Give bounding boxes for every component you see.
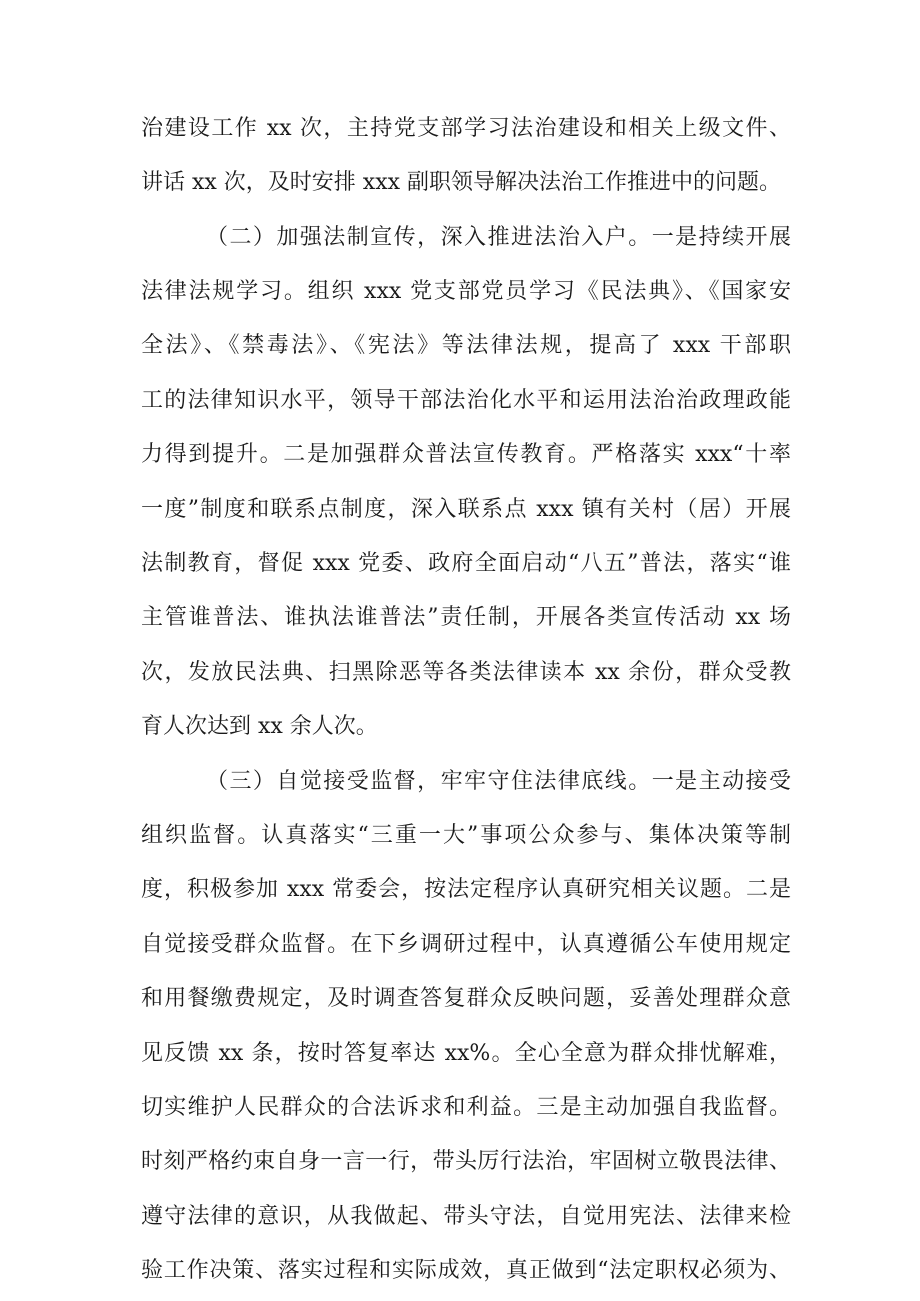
text-line: 工的法律知识水平，领导干部法治化水平和运用法治治政理政能 [141,388,791,413]
text-line: 育人次达到 xx 余人次。 [141,714,378,739]
text-line: 次，发放民法典、扫黑除恶等各类法律读本 xx 余份，群众受教 [141,660,791,685]
text-line: 主管谁普法、谁执法谁普法”责任制，开展各类宣传活动 xx 场 [141,605,791,630]
text-line: 见反馈 xx 条，按时答复率达 xx%。全心全意为群众排忧解难， [141,1041,791,1066]
text-line: 时刻严格约束自身一言一行，带头厉行法治，牢固树立敬畏法律、 [141,1149,791,1174]
text-line: 和用餐缴费规定，及时调查答复群众反映问题，妥善处理群众意 [141,986,791,1011]
text-line: 全法》、《禁毒法》、《宪法》等法律法规，提高了 xxx 干部职 [141,333,791,358]
text-line: 切实维护人民群众的合法诉求和利益。三是主动加强自我监督。 [141,1095,791,1120]
text-line: 力得到提升。二是加强群众普法宣传教育。严格落实 xxx“十率 [141,442,791,467]
text-line: 一度”制度和联系点制度，深入联系点 xxx 镇有关村（居）开展 [141,497,791,522]
text-line: 法律法规学习。组织 xxx 党支部党员学习《民法典》、《国家安 [141,279,791,304]
text-line: 遵守法律的意识，从我做起、带头守法，自觉用宪法、法律来检 [141,1204,791,1229]
text-line: 治建设工作 xx 次，主持党支部学习法治建设和相关上级文件、 [141,116,791,141]
text-line: 验工作决策、落实过程和实际成效，真正做到“法定职权必须为、 [141,1258,791,1283]
text-line: 讲话 xx 次，及时安排 xxx 副职领导解决法治工作推进中的问题。 [141,170,782,195]
text-line: 度，积极参加 xxx 常委会，按法定程序认真研究相关议题。二是 [141,877,791,902]
paragraph-heading-line: （三）自觉接受监督，牢牢守住法律底线。一是主动接受 [206,769,791,794]
text-line: 组织监督。认真落实“三重一大”事项公众参与、集体决策等制 [141,823,791,848]
paragraph-heading-line: （二）加强法制宣传，深入推进法治入户。一是持续开展 [206,225,791,250]
text-line: 法制教育，督促 xxx 党委、政府全面启动“八五”普法，落实“谁 [141,551,791,576]
text-line: 自觉接受群众监督。在下乡调研过程中，认真遵循公车使用规定 [141,932,791,957]
